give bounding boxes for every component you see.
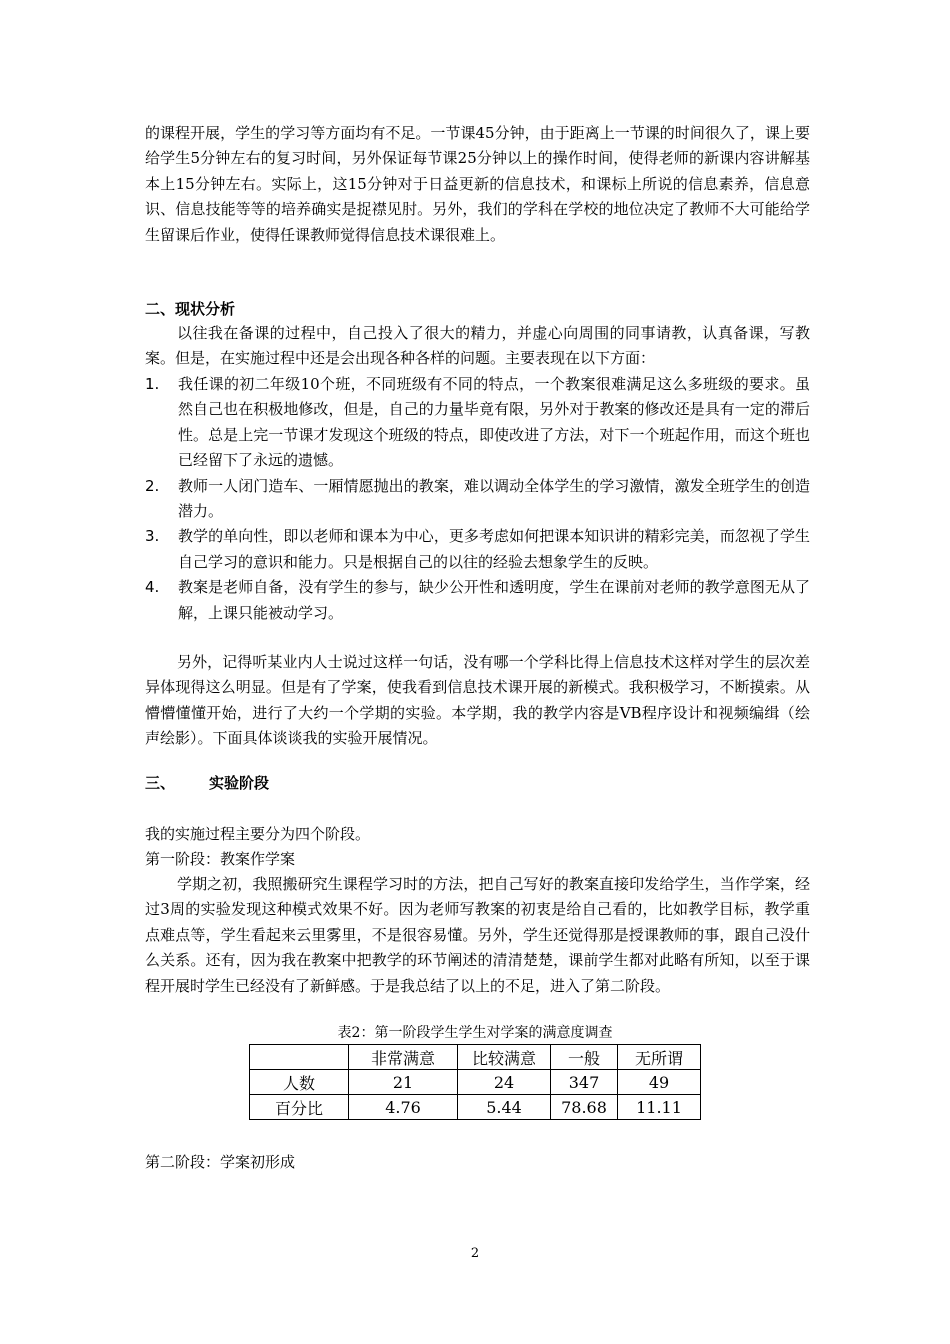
table-header-cell: [250, 1045, 349, 1070]
list-item: [145, 474, 810, 525]
table-header-cell: 无所谓: [618, 1045, 701, 1070]
list-item-text: 教师一人闭门造车、一厢情愿抛出的教案，难以调动全体学生的学习激情，激发全班学生的创造潜力。: [178, 476, 810, 521]
list-item-number: 2.: [145, 476, 160, 495]
table-cell: 11.11: [618, 1095, 701, 1120]
list-item-text: 教案是老师自备，没有学生的参与，缺少公开性和透明度，学生在课前对老师的教学意图无从了解，上课只能被动学习。: [178, 578, 810, 622]
page-number: 2: [470, 1246, 480, 1261]
intro-paragraph: 的课程开展，学生的学习等方面均有不足。一节课45分钟，由于距离上一节课的时间很久了，课上要给学生5分钟左右的复习时间，另外保证每节课25分钟以上的操作时间，使得老师的新课内容讲解基本上15分钟左右。实际上，这15分钟对于日益更新的信息技术，和课标上所说的信息素养，信息意识、信息技能等等的培养确实是捉襟见肘。另外，我们的学科在学校的地位决定了教师不大可能给学生留课后作业，使得任课教师觉得信息技术课很难上。: [145, 124, 810, 244]
list-item-text: 我任课的初二年级10个班，不同班级有不同的特点，一个教案很难满足这么多班级的要求。虽然自己也在积极地修改，但是，自己的力量毕竟有限，另外对于教案的修改还是具有一定的滞后性。总是上完一节课才发现这个班级的特点，即使改进了方法，对下一个班起作用，而这个班也已经留下了永远的遗憾。: [178, 375, 810, 470]
section-3-intro: 我的实施过程主要分为四个阶段。: [145, 825, 371, 843]
table-caption: 表2：第一阶段学生学生对学案的满意度调查: [337, 1025, 613, 1041]
list-item-number: 1.: [145, 375, 160, 393]
satisfaction-table: [249, 1044, 701, 1120]
table-row-label: 百分比: [250, 1095, 349, 1120]
table-cell: 78.68: [551, 1095, 618, 1120]
table-row-label: 人数: [250, 1070, 349, 1095]
section-3-title: 实验阶段: [209, 774, 270, 792]
table-cell: 24: [458, 1070, 551, 1095]
section-2-paragraph-2: 另外，记得听某业内人士说过这样一句话，没有哪一个学科比得上信息技术这样对学生的层次差异体现得这么明显。但是有了学案，使我看到信息技术课开展的新模式。我积极学习，不断摸索。从懵懵懂懂开始，进行了大约一个学期的实验。本学期，我的教学内容是VB程序设计和视频编缉（绘声绘影）。下面具体谈谈我的实验开展情况。: [145, 653, 810, 748]
list-item: [145, 524, 810, 575]
stage-2-label: 第二阶段：学案初形成: [145, 1153, 296, 1171]
problem-list: [145, 372, 810, 626]
table-header-cell: 比较满意: [458, 1045, 551, 1070]
table-cell: 347: [551, 1070, 618, 1095]
stage-1-paragraph: 学期之初，我照搬研究生课程学习时的方法，把自己写好的教案直接印发给学生，当作学案，经过3周的实验发现这种模式效果不好。因为老师写教案的初衷是给自己看的，比如教学目标，教学重点难点等，学生看起来云里雾里，不是很容易懂。另外，学生还觉得那是授课教师的事，跟自己没什么关系。还有，因为我在教案中把教学的环节阐述的清清楚楚，课前学生都对此略有所知，以至于课程开展时学生已经没有了新鲜感。于是我总结了以上的不足，进入了第二阶段。: [145, 875, 810, 995]
table-cell: 5.44: [458, 1095, 551, 1120]
table-header-cell: 一般: [551, 1045, 618, 1070]
section-3-heading: [145, 772, 269, 793]
table-row: [250, 1070, 701, 1095]
table-header-cell: 非常满意: [349, 1045, 458, 1070]
table-cell: 21: [349, 1070, 458, 1095]
section-2-paragraph: 以往我在备课的过程中，自己投入了很大的精力，并虚心向周围的同事请教，认真备课，写教案。但是，在实施过程中还是会出现各种各样的问题。主要表现在以下方面：: [145, 324, 810, 368]
table-header-row: [250, 1045, 701, 1070]
list-item-number: 3.: [145, 527, 160, 546]
list-item: [145, 575, 810, 626]
stage-1-label: 第一阶段：教案作学案: [145, 850, 296, 868]
table-cell: 49: [618, 1070, 701, 1095]
table-cell: 4.76: [349, 1095, 458, 1120]
table-row: [250, 1095, 701, 1120]
list-item-text: 教学的单向性，即以老师和课本为中心，更多考虑如何把课本知识讲的精彩完美，而忽视了学生自己学习的意识和能力。只是根据自己的以往的经验去想象学生的反映。: [178, 527, 810, 571]
section-3-number: 三、: [145, 774, 176, 792]
section-2-heading: 二、现状分析: [145, 300, 236, 318]
list-item: [145, 372, 810, 474]
list-item-number: 4.: [145, 578, 160, 597]
